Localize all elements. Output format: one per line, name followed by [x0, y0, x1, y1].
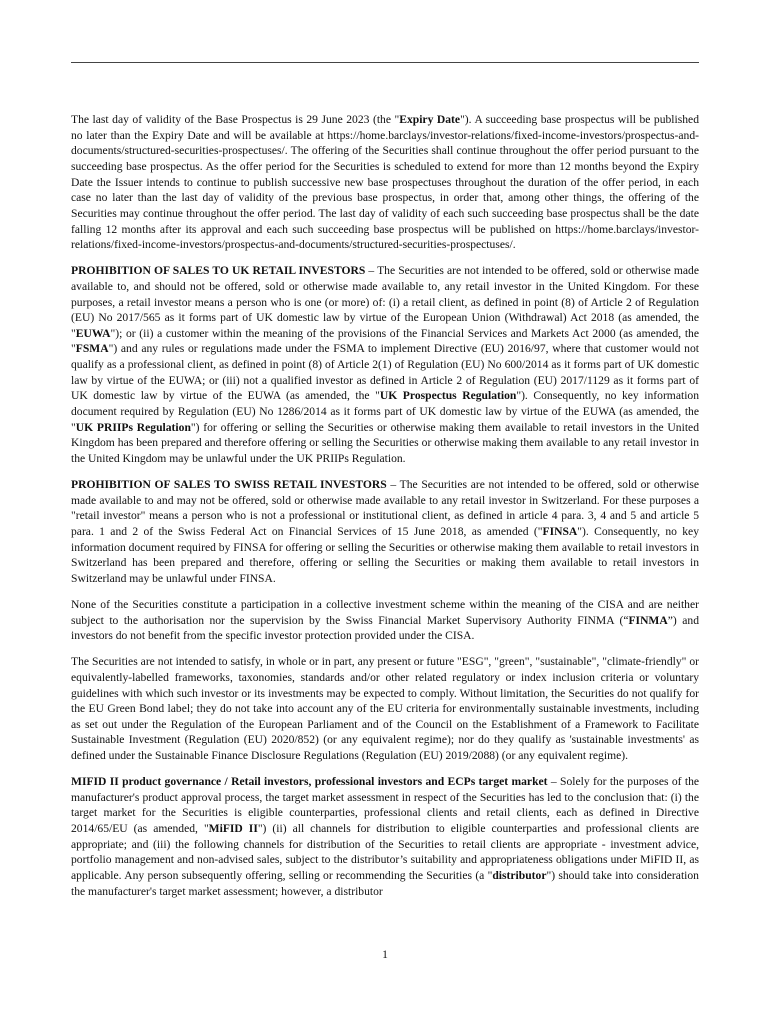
uk-retail-prohibition-heading: PROHIBITION OF SALES TO UK RETAIL INVESTORS [71, 264, 366, 278]
swiss-retail-prohibition-heading: PROHIBITION OF SALES TO SWISS RETAIL INVESTORS [71, 478, 387, 492]
esg-paragraph: The Securities are not intended to satisfy, in whole or in part, any present or future "ESG", "green", "sustainable", "climate-friendly" or equivalently-labelled frameworks, taxonomies, standards and/or other related regulatory or index inclusion criteria or voluntary guidelines with which such investor or its investments may be expected to comply. Without limitation, the Securities do not qualify for the EU Green Bond label; they do not take into account any of the EU criteria for environmentally sustainable investments, including as set out under the Regulation of the European Parliament and of the Council on the Establishment of a Framework to Facilitate Sustainable Investment (Regulation (EU) 2020/852) (or any equivalent regime); nor do they qualify as 'sustainable investments' as defined under the Sustainable Finance Disclosure Regulations (Regulation (EU) 2019/2088) (or any equivalent regime). [71, 655, 699, 763]
expiry-date-paragraph: The last day of validity of the Base Prospectus is 29 June 2023 (the "Expiry Date"). A succeeding base prospectus will be published no later than the Expiry Date and will be available at https://home.barclays/investor-relations/fixed-income-investors/prospectus-and-documents/structured-securities-prospectuses/. The offering of the Securities shall continue throughout the offer period pursuant to the succeeding base prospectus. As the offer period for the Securities is scheduled to extend for more than 12 months beyond the Expiry Date the Issuer intends to continue to publish successive new base prospectuses throughout the duration of the offer period, in each case no later than the last day of validity of the previous base prospectus, in order that, among other things, the offering of the Securities may continue throughout the offer period. The last day of validity of each such succeeding base prospectus shall be the date falling 12 months after its approval and each such succeeding base prospectus will be published on https://home.barclays/investor-relations/fixed-income-investors/prospectus-and-documents/structured-securities-prospectuses/. [71, 113, 699, 252]
header-rule [71, 62, 699, 63]
document-body [71, 112, 699, 910]
mifid-governance-heading: MIFID II product governance / Retail investors, professional investors and ECPs target market [71, 775, 548, 789]
defined-term-distributor: distributor [492, 869, 547, 883]
uk-retail-prohibition-paragraph: PROHIBITION OF SALES TO UK RETAIL INVESTORS – The Securities are not intended to be offered, sold or otherwise made available to, and should not be offered, sold or otherwise made available to, any retail investor in the United Kingdom. For these purposes, a retail investor means a person who is one (or more) of: (i) a retail client, as defined in point (8) of Article 2 of Regulation (EU) No 2017/565 as it forms part of UK domestic law by virtue of the European Union (Withdrawal) Act 2018 (as amended, the "EUWA"); or (ii) a customer within the meaning of the provisions of the Financial Services and Markets Act 2000 (as amended, the "FSMA") and any rules or regulations made under the FSMA to implement Directive (EU) 2016/97, where that customer would not qualify as a professional client, as defined in point (8) of Article 2(1) of Regulation (EU) No 600/2014 as it forms part of UK domestic law by virtue of the EUWA; or (iii) not a qualified investor as defined in Article 2 of Regulation (EU) 2017/1129 as it forms part of UK domestic law by virtue of the EUWA (as amended, the "UK Prospectus Regulation"). Consequently, no key information document required by Regulation (EU) No 1286/2014 as it forms part of UK domestic law by virtue of the EUWA (as amended, the "UK PRIIPs Regulation") for offering or selling the Securities or otherwise making them available to retail investors in the United Kingdom has been prepared and therefore offering or selling the Securities or otherwise making them available to any retail investor in the United Kingdom may be unlawful under the UK PRIIPs Regulation. [71, 264, 700, 466]
mifid-governance-paragraph: MIFID II product governance / Retail investors, professional investors and ECPs target market – Solely for the purposes of the manufacturer's product approval process, the target market assessment in respect of the Securities has led to the conclusion that: (i) the target market for the Securities is eligible counterparties, professional clients and retail clients, each as defined in Directive 2014/65/EU (as amended, "MiFID II") (ii) all channels for distribution to eligible counterparties and professional clients are appropriate; and (iii) the following channels for distribution of the Securities to retail clients are appropriate - investment advice, portfolio management and non-advised sales, subject to the distributor’s suitability and appropriateness obligations under MiFID II, as applicable. Any person subsequently offering, selling or recommending the Securities (a "distributor") should take into consideration the manufacturer's target market assessment; however, a distributor [71, 775, 700, 898]
defined-term-euwa: EUWA [75, 326, 111, 340]
defined-term-expiry-date: Expiry Date [399, 113, 461, 126]
defined-term-mifid-ii: MiFID II [208, 822, 258, 836]
defined-term-fsma: FSMA [75, 342, 109, 356]
defined-term-finma: FINMA [628, 613, 668, 627]
page-number: 1 [382, 948, 388, 961]
swiss-retail-prohibition-paragraph: PROHIBITION OF SALES TO SWISS RETAIL INVESTORS – The Securities are not intended to be offered, sold or otherwise made available to and may not be offered, sold or otherwise made available to any retail investor in Switzerland. For these purposes a "retail investor" means a person who is not a professional or institutional client, as defined in article 4 para. 3, 4 and 5 and article 5 para. 1 and 2 of the Swiss Federal Act on Financial Services of 15 June 2018, as amended ("FINSA"). Consequently, no key information document required by FINSA for offering or selling the Securities or otherwise making them available to retail investors in Switzerland has been prepared and therefore, offering or selling the Securities or making them available to retail investors in Switzerland may be unlawful under FINSA. [71, 478, 699, 585]
defined-term-finsa: FINSA [542, 525, 578, 538]
defined-term-uk-priips-regulation: UK PRIIPs Regulation [75, 420, 191, 434]
defined-term-uk-prospectus-regulation: UK Prospectus Regulation [379, 389, 517, 403]
cisa-paragraph: None of the Securities constitute a participation in a collective investment scheme within the meaning of the CISA and are neither subject to the authorisation nor the supervision by the Swiss Financial Market Supervisory Authority FINMA (“FINMA”) and investors do not benefit from the specific investor protection provided under the CISA. [71, 597, 699, 643]
